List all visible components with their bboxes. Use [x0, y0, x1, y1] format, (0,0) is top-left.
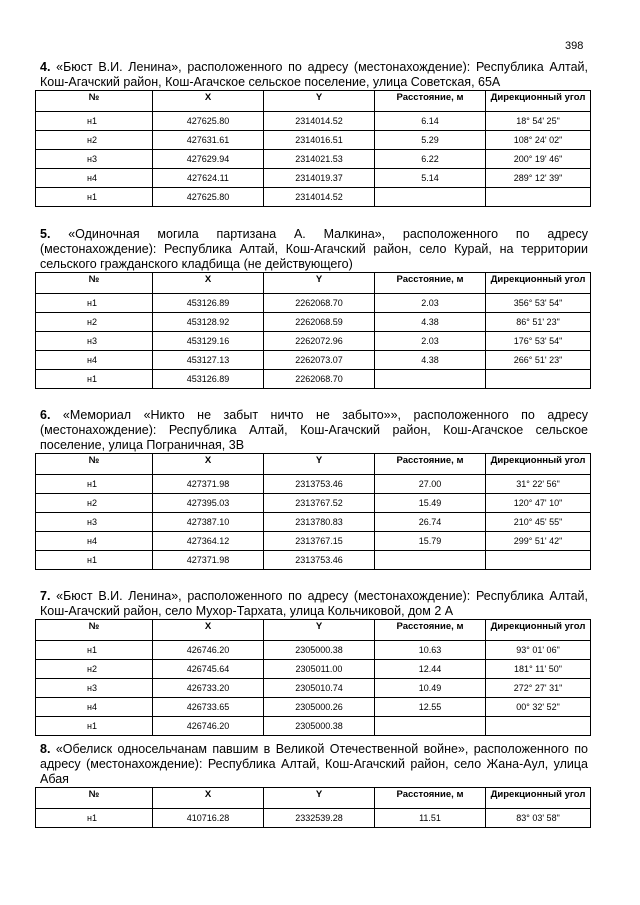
page-number: 398 — [565, 40, 584, 52]
table-cell: 200° 19' 46" — [486, 150, 591, 169]
table-cell: 2313753.46 — [264, 551, 375, 570]
coordinates-table — [35, 787, 591, 828]
object-heading — [40, 408, 588, 453]
table-header-row — [36, 788, 591, 809]
table-row — [36, 351, 591, 370]
table-cell: н1 — [36, 475, 153, 494]
col-header-x: X — [153, 620, 264, 641]
coordinates-table — [35, 272, 591, 389]
table-cell: 2305000.38 — [264, 717, 375, 736]
col-header-distance: Расстояние, м — [375, 273, 486, 294]
section-4 — [40, 60, 588, 207]
table-header-row — [36, 620, 591, 641]
table-row — [36, 679, 591, 698]
object-heading — [40, 742, 588, 787]
table-cell: н4 — [36, 351, 153, 370]
table-cell: 2314014.52 — [264, 188, 375, 207]
table-cell: 2305000.38 — [264, 641, 375, 660]
table-cell: 2262068.70 — [264, 370, 375, 389]
table-cell: 120° 47' 10" — [486, 494, 591, 513]
table-cell: 453127.13 — [153, 351, 264, 370]
table-cell: н2 — [36, 313, 153, 332]
object-description: «Бюст В.И. Ленина», расположенного по адресу (местонахождение): Республика Алтай, Кош-Агачский район, село Мухор-Тархата, улица Кольчиковой, дом 2 А — [40, 589, 588, 618]
table-cell: 2305000.26 — [264, 698, 375, 717]
table-row — [36, 475, 591, 494]
table-cell: 00° 32' 52" — [486, 698, 591, 717]
col-header-y: Y — [264, 454, 375, 475]
table-cell: 86° 51' 23" — [486, 313, 591, 332]
table-cell: н3 — [36, 332, 153, 351]
object-heading — [40, 227, 588, 272]
table-cell: 2314014.52 — [264, 112, 375, 131]
table-row — [36, 131, 591, 150]
table-cell: 181° 11' 50" — [486, 660, 591, 679]
table-row — [36, 717, 591, 736]
table-cell: 2313767.52 — [264, 494, 375, 513]
table-cell: 426733.65 — [153, 698, 264, 717]
table-cell: 176° 53' 54" — [486, 332, 591, 351]
table-cell: 2314016.51 — [264, 131, 375, 150]
table-cell: н3 — [36, 150, 153, 169]
table-row — [36, 660, 591, 679]
table-cell: 15.79 — [375, 532, 486, 551]
section-6 — [40, 408, 588, 570]
coordinates-table — [35, 453, 591, 570]
col-header-distance: Расстояние, м — [375, 91, 486, 112]
table-cell: 31° 22' 56" — [486, 475, 591, 494]
table-cell: 427395.03 — [153, 494, 264, 513]
table-cell: 272° 27' 31" — [486, 679, 591, 698]
object-heading — [40, 60, 588, 90]
table-cell: 427371.98 — [153, 475, 264, 494]
table-cell: н1 — [36, 294, 153, 313]
coordinates-table — [35, 619, 591, 736]
coordinates-table — [35, 90, 591, 207]
table-cell: 2313767.15 — [264, 532, 375, 551]
object-number: 7. — [40, 589, 51, 603]
col-header-num: № — [36, 273, 153, 294]
table-row — [36, 551, 591, 570]
table-cell: 2314019.37 — [264, 169, 375, 188]
table-cell: 289° 12' 39" — [486, 169, 591, 188]
col-header-y: Y — [264, 788, 375, 809]
col-header-angle: Дирекционный угол — [486, 620, 591, 641]
table-cell: 427387.10 — [153, 513, 264, 532]
table-cell: 299° 51' 42" — [486, 532, 591, 551]
table-cell: 4.38 — [375, 351, 486, 370]
table-cell: н4 — [36, 698, 153, 717]
table-header-row — [36, 454, 591, 475]
table-row — [36, 698, 591, 717]
table-cell: 2.03 — [375, 332, 486, 351]
col-header-num: № — [36, 91, 153, 112]
table-cell: 356° 53' 54" — [486, 294, 591, 313]
table-cell: 2314021.53 — [264, 150, 375, 169]
table-cell: 15.49 — [375, 494, 486, 513]
col-header-num: № — [36, 620, 153, 641]
table-cell: 26.74 — [375, 513, 486, 532]
object-description: «Мемориал «Никто не забыт ничто не забыто»», расположенного по адресу (местонахождение): Республика Алтай, Кош-Агачский район, Кош-Агачское сельское поселение, улица Пограничная, 3В — [40, 408, 588, 452]
col-header-x: X — [153, 788, 264, 809]
table-cell: 266° 51' 23" — [486, 351, 591, 370]
table-cell: 426746.20 — [153, 641, 264, 660]
table-cell: 453126.89 — [153, 370, 264, 389]
table-cell: 2262073.07 — [264, 351, 375, 370]
table-cell: 453128.92 — [153, 313, 264, 332]
col-header-x: X — [153, 454, 264, 475]
table-cell: н4 — [36, 169, 153, 188]
table-row — [36, 112, 591, 131]
col-header-distance: Расстояние, м — [375, 620, 486, 641]
table-cell: н3 — [36, 513, 153, 532]
table-row — [36, 809, 591, 828]
table-cell: 427629.94 — [153, 150, 264, 169]
table-cell — [486, 370, 591, 389]
table-cell: 93° 01' 06" — [486, 641, 591, 660]
section-7 — [40, 589, 588, 736]
col-header-y: Y — [264, 91, 375, 112]
table-cell: 453129.16 — [153, 332, 264, 351]
table-cell: 83° 03' 58" — [486, 809, 591, 828]
table-cell: 10.49 — [375, 679, 486, 698]
table-row — [36, 332, 591, 351]
table-row — [36, 494, 591, 513]
table-cell: 2313753.46 — [264, 475, 375, 494]
table-cell: н1 — [36, 188, 153, 207]
object-heading — [40, 589, 588, 619]
table-cell: 2305011.00 — [264, 660, 375, 679]
table-row — [36, 641, 591, 660]
table-cell: 427631.61 — [153, 131, 264, 150]
table-cell: 10.63 — [375, 641, 486, 660]
table-cell: 2.03 — [375, 294, 486, 313]
table-cell — [375, 551, 486, 570]
table-cell — [486, 551, 591, 570]
table-cell: н1 — [36, 641, 153, 660]
table-cell: 12.55 — [375, 698, 486, 717]
table-cell — [375, 188, 486, 207]
table-cell — [375, 717, 486, 736]
section-5 — [40, 227, 588, 389]
col-header-y: Y — [264, 620, 375, 641]
table-cell: 2332539.28 — [264, 809, 375, 828]
table-cell: 410716.28 — [153, 809, 264, 828]
col-header-angle: Дирекционный угол — [486, 454, 591, 475]
table-cell: 2262068.59 — [264, 313, 375, 332]
table-row — [36, 150, 591, 169]
table-cell: 2262068.70 — [264, 294, 375, 313]
col-header-x: X — [153, 273, 264, 294]
object-number: 5. — [40, 227, 51, 241]
table-cell: н4 — [36, 532, 153, 551]
table-cell: н1 — [36, 551, 153, 570]
table-cell: 11.51 — [375, 809, 486, 828]
col-header-distance: Расстояние, м — [375, 454, 486, 475]
object-number: 6. — [40, 408, 51, 422]
col-header-angle: Дирекционный угол — [486, 788, 591, 809]
table-cell: н1 — [36, 809, 153, 828]
table-cell: 5.29 — [375, 131, 486, 150]
table-cell: 2305010.74 — [264, 679, 375, 698]
table-cell: 18° 54' 25" — [486, 112, 591, 131]
object-description: «Бюст В.И. Ленина», расположенного по адресу (местонахождение): Республика Алтай, Кош-Агачский район, Кош-Агачское сельское поселение, улица Советская, 65А — [40, 60, 588, 89]
col-header-num: № — [36, 454, 153, 475]
table-row — [36, 532, 591, 551]
table-cell — [486, 188, 591, 207]
table-cell — [375, 370, 486, 389]
object-number: 4. — [40, 60, 51, 74]
table-cell: н3 — [36, 679, 153, 698]
table-row — [36, 313, 591, 332]
table-cell: 27.00 — [375, 475, 486, 494]
table-cell: н1 — [36, 112, 153, 131]
table-cell: 12.44 — [375, 660, 486, 679]
table-cell: 427371.98 — [153, 551, 264, 570]
table-cell: н2 — [36, 131, 153, 150]
table-cell: 426733.20 — [153, 679, 264, 698]
table-cell: н1 — [36, 717, 153, 736]
section-8 — [40, 742, 588, 828]
table-row — [36, 513, 591, 532]
table-header-row — [36, 91, 591, 112]
table-cell: 426746.20 — [153, 717, 264, 736]
object-description: «Обелиск односельчанам павшим в Великой Отечественной войне», расположенного по адресу (местонахождение): Республика Алтай, Кош-Агачский район, село Жана-Аул, улица Абая — [40, 742, 588, 786]
col-header-angle: Дирекционный угол — [486, 273, 591, 294]
table-cell: 427364.12 — [153, 532, 264, 551]
table-cell — [486, 717, 591, 736]
table-cell: 4.38 — [375, 313, 486, 332]
object-description: «Одиночная могила партизана А. Малкина», расположенного по адресу (местонахождение): Республика Алтай, Кош-Агачский район, село Курай, на территории сельского гражданского кладбища (не действующего) — [40, 227, 588, 271]
table-cell: 453126.89 — [153, 294, 264, 313]
col-header-x: X — [153, 91, 264, 112]
table-row — [36, 169, 591, 188]
col-header-distance: Расстояние, м — [375, 788, 486, 809]
table-row — [36, 294, 591, 313]
table-cell: н2 — [36, 660, 153, 679]
object-number: 8. — [40, 742, 51, 756]
table-cell: 6.22 — [375, 150, 486, 169]
table-cell: 108° 24' 02" — [486, 131, 591, 150]
table-cell: 2313780.83 — [264, 513, 375, 532]
table-cell: 2262072.96 — [264, 332, 375, 351]
col-header-angle: Дирекционный угол — [486, 91, 591, 112]
table-cell: 426745.64 — [153, 660, 264, 679]
col-header-y: Y — [264, 273, 375, 294]
table-cell: 427625.80 — [153, 188, 264, 207]
table-cell: 210° 45' 55" — [486, 513, 591, 532]
table-cell: н2 — [36, 494, 153, 513]
table-row — [36, 188, 591, 207]
table-row — [36, 370, 591, 389]
table-cell: 427625.80 — [153, 112, 264, 131]
table-cell: 427624.11 — [153, 169, 264, 188]
table-cell: н1 — [36, 370, 153, 389]
col-header-num: № — [36, 788, 153, 809]
table-cell: 6.14 — [375, 112, 486, 131]
table-cell: 5.14 — [375, 169, 486, 188]
table-header-row — [36, 273, 591, 294]
